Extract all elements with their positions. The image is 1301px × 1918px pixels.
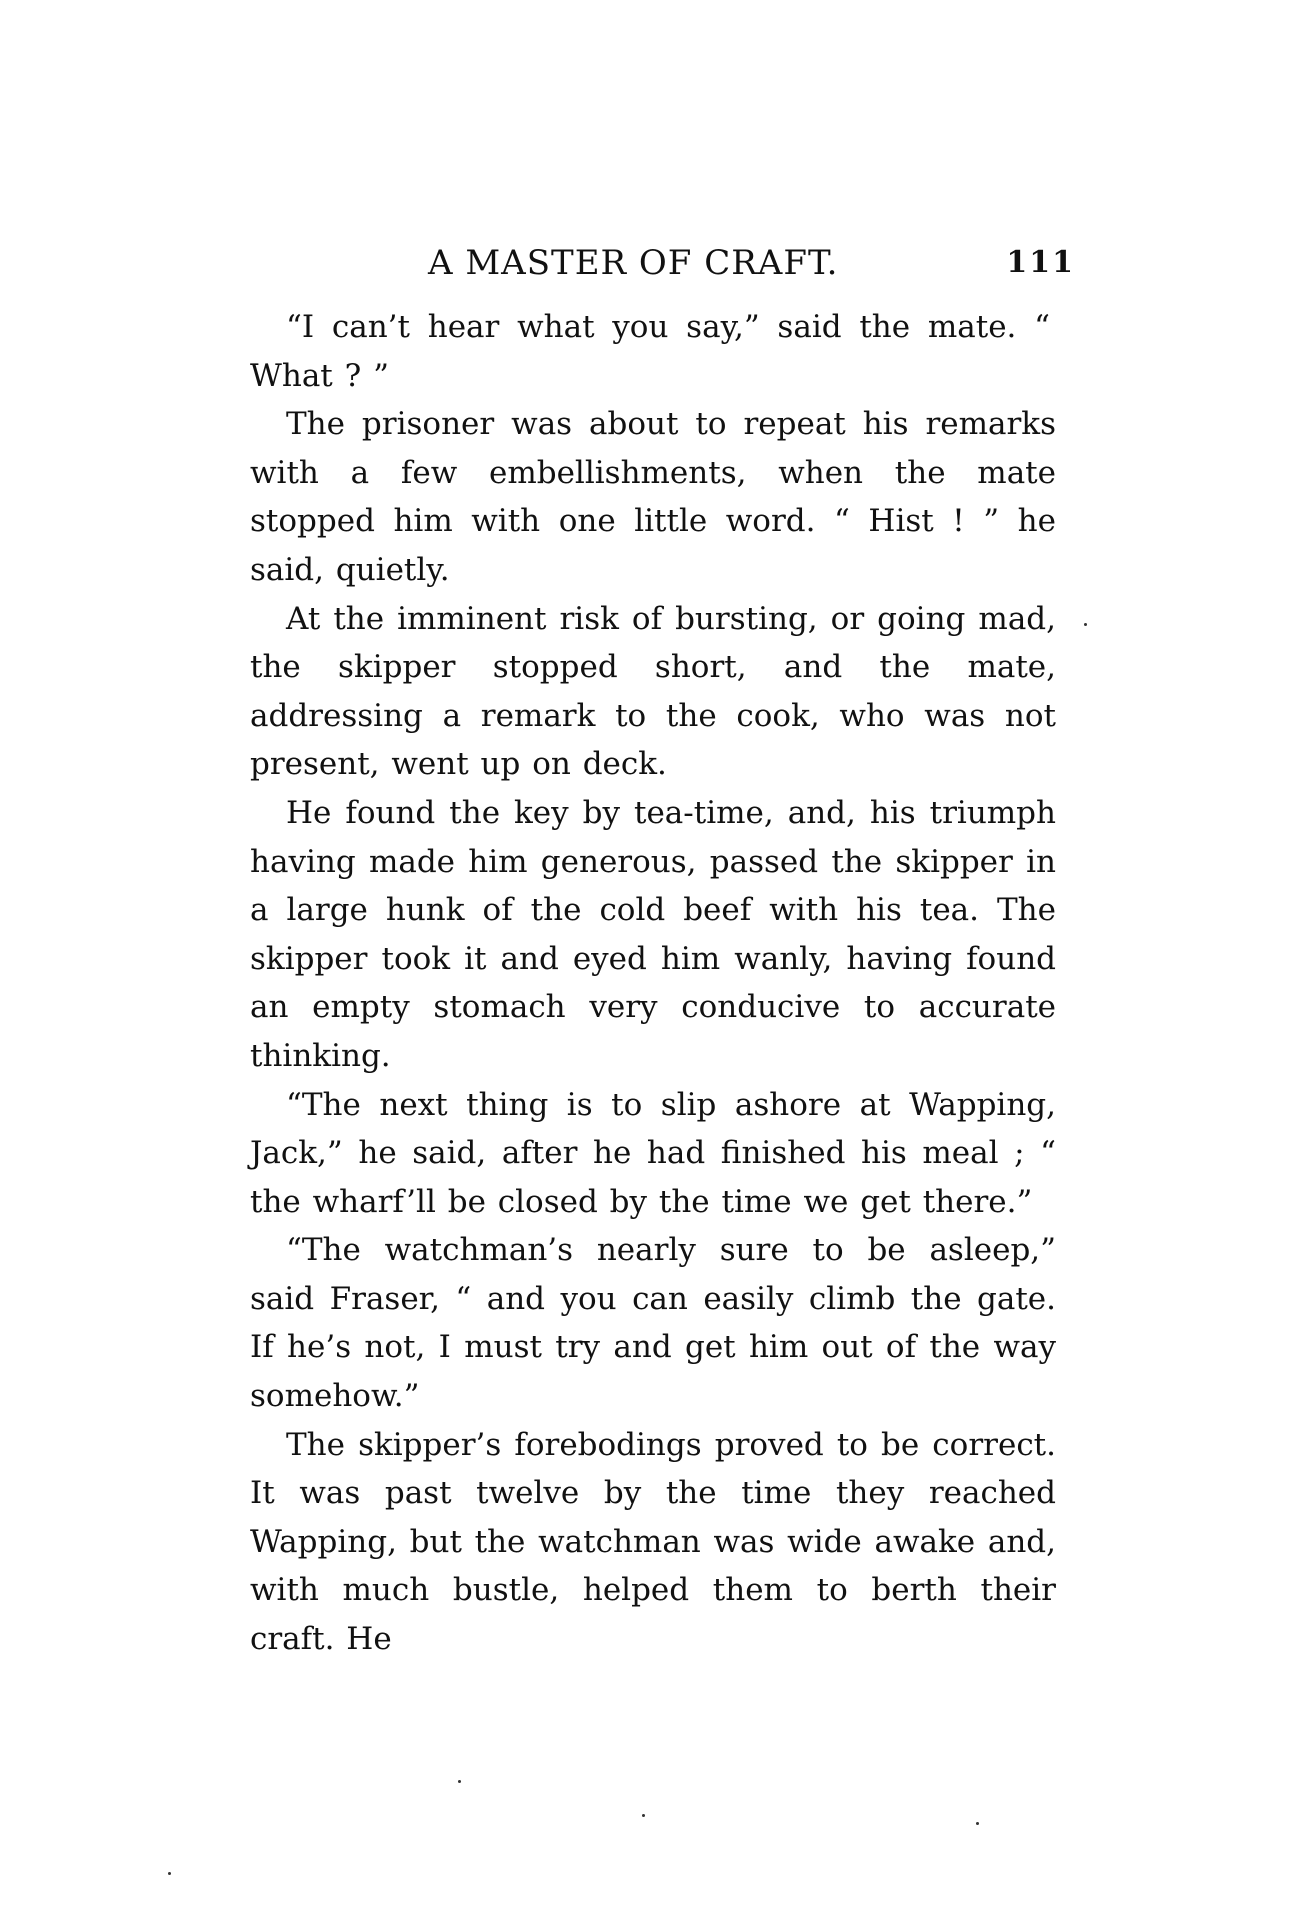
print-speck [1084, 623, 1087, 626]
paragraph-5: “The next thing is to slip ashore at Wapping, Jack,” he said, after he had finished his meal ; “ the wharf’ll be closed by the time we get there.” [250, 1086, 1056, 1220]
page-number: 111 [1006, 245, 1075, 280]
paragraph-2: The prisoner was about to repeat his remarks with a few embellishments, when the mate stopped him with one little word. “ Hist ! ” he said, quietly. [250, 406, 1056, 588]
paragraph-6: “The watchman’s nearly sure to be asleep,” said Fraser, “ and you can easily climb the gate. If he’s not, I must try and get him out of the way somehow.” [250, 1232, 1056, 1415]
paragraph-7: The skipper’s forebodings proved to be correct. It was past twelve by the time they reached Wapping, but the watchman was wide awake and, with much bustle, helped them to berth their craft. He [250, 1426, 1056, 1658]
paragraph-4: He found the key by tea-time, and, his triumph having made him generous, passed the skipper in a large hunk of the cold beef with his tea. The skipper took it and eyed him wanly, having found an empty stomach very conducive to accurate thinking. [250, 794, 1056, 1074]
paragraph-3: At the imminent risk of bursting, or going mad, the skipper stopped short, and the mate, addressing a remark to the cook, who was not present, went up on deck. [250, 600, 1056, 783]
body-text [250, 303, 1056, 1664]
print-speck [642, 1814, 645, 1817]
running-head [250, 238, 1075, 288]
print-speck [168, 1872, 171, 1875]
print-speck [458, 1780, 461, 1783]
paragraph-1: “I can’t hear what you say,” said the mate. “ What ? ” [250, 309, 1050, 394]
print-speck [976, 1822, 979, 1825]
running-title: A MASTER OF CRAFT. [428, 243, 839, 283]
